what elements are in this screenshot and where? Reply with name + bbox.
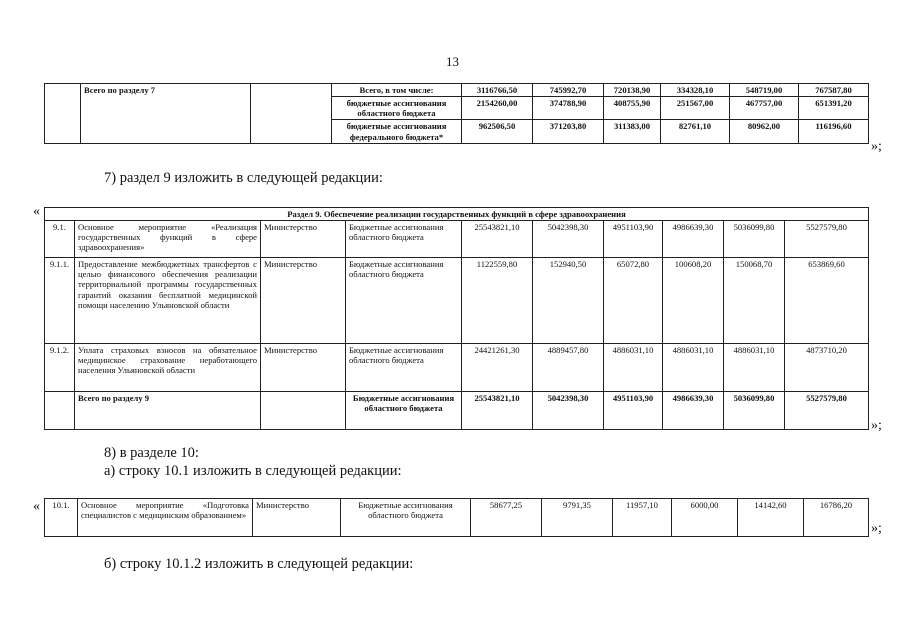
row-executor: Министерство <box>261 258 346 344</box>
row-10-1-table <box>44 498 869 537</box>
section7-total-label: Всего по разделу 7 <box>81 84 251 144</box>
table-row: 10.1. Основное мероприятие «Подготовка специалистов с медицинским образованием» Министерство Бюджетные ассигнования областного бюджета 58677,25 9791,35 11957,10 6000,00 14142,60 16786,20 <box>45 499 869 537</box>
table-row: 9.1. Основное мероприятие «Реализация государственных функций в сфере здравоохранения» Министерство Бюджетные ассигнования областного бюджета 25543821,10 5042398,30 4951103,90 4986639,30 5036099,80 5527579,80 <box>45 221 869 258</box>
row-number: 10.1. <box>45 499 78 537</box>
row-name: Основное мероприятие «Реализация государственных функций в сфере здравоохранения» <box>75 221 261 258</box>
row-source: Бюджетные ассигнования областного бюджета <box>341 499 471 537</box>
row-executor: Министерство <box>261 221 346 258</box>
total-row: Всего по разделу 9 Бюджетные ассигнования областного бюджета 25543821,10 5042398,30 4951103,90 4986639,30 5036099,80 5527579,80 <box>45 392 869 430</box>
opening-quote: « <box>33 499 40 514</box>
closing-quote: »; <box>871 521 882 536</box>
row-source: Бюджетные ассигнования областного бюджета <box>346 258 462 344</box>
section9-table <box>44 207 869 430</box>
closing-quote: »; <box>871 418 882 433</box>
paragraph-8: 8) в разделе 10: <box>104 445 199 461</box>
row-name: Основное мероприятие «Подготовка специалистов с медицинским образованием» <box>78 499 253 537</box>
table-row: Всего по разделу 7 Всего, в том числе: 3116766,50 745992,70 720138,90 334328,10 548719,00 767587,80 <box>45 84 869 97</box>
row-source: Бюджетные ассигнования областного бюджета <box>346 221 462 258</box>
section-header-row <box>45 208 869 221</box>
closing-quote: »; <box>871 139 882 154</box>
paragraph-8a: а) строку 10.1 изложить в следующей редакции: <box>104 463 402 479</box>
table-row: 9.1.2. Уплата страховых взносов на обязательное медицинское страхование неработающего населения Ульяновской области Министерство Бюджетные ассигнования областного бюджета 24421261,30 4889457,80 4886031,10 4886031,10 4886031,10 4873710,20 <box>45 344 869 392</box>
table-row: бюджетные ассигнования областного бюджета 2154260,00 374788,90 408755,90 251567,00 467757,00 651391,20 <box>45 97 869 120</box>
paragraph-8b: б) строку 10.1.2 изложить в следующей редакции: <box>104 556 414 572</box>
paragraph-7: 7) раздел 9 изложить в следующей редакции: <box>104 170 383 186</box>
section-title: Раздел 9. Обеспечение реализации государственных функций в сфере здравоохранения <box>45 208 869 221</box>
row-number: 9.1.2. <box>45 344 75 392</box>
section9-total-label: Всего по разделу 9 <box>75 392 261 430</box>
row-type: бюджетные ассигнования областного бюджета <box>332 97 462 120</box>
row-type: Всего, в том числе: <box>332 84 462 97</box>
page-number: 13 <box>446 54 459 69</box>
row-type: бюджетные ассигнования федерального бюджета* <box>332 120 462 143</box>
table-row: бюджетные ассигнования федерального бюджета* 962506,50 371203,80 311383,00 82761,10 80962,00 116196,60 <box>45 120 869 143</box>
row-source: Бюджетные ассигнования областного бюджета <box>346 392 462 430</box>
opening-quote: « <box>33 204 40 219</box>
row-source: Бюджетные ассигнования областного бюджета <box>346 344 462 392</box>
row-name: Предоставление межбюджетных трансфертов с целью финансового обеспечения реализации территориальной программы государственных гарантий оказания бесплатной медицинской помощи населению Ульяновской области <box>75 258 261 344</box>
row-number: 9.1. <box>45 221 75 258</box>
row-number: 9.1.1. <box>45 258 75 344</box>
section7-total-table <box>44 83 869 144</box>
row-name: Уплата страховых взносов на обязательное медицинское страхование неработающего населения Ульяновской области <box>75 344 261 392</box>
table-row: 9.1.1. Предоставление межбюджетных трансфертов с целью финансового обеспечения реализации территориальной программы государственных гарантий оказания бесплатной медицинской помощи населению Ульяновской области Министерство Бюджетные ассигнования областного бюджета 1122559,80 152940,50 65072,80 100608,20 150068,70 653869,60 <box>45 258 869 344</box>
row-executor: Министерство <box>253 499 341 537</box>
row-executor: Министерство <box>261 344 346 392</box>
